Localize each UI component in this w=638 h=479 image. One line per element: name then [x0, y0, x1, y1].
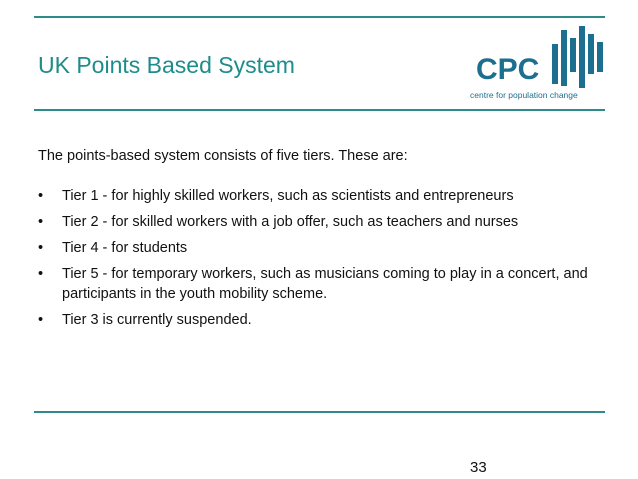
list-item-text: Tier 5 - for temporary workers, such as musicians coming to play in a concert, and participants in the youth mobility scheme. — [62, 266, 588, 302]
tier-list — [38, 186, 598, 330]
list-item-text: Tier 4 - for students — [62, 240, 188, 256]
list-item-text: Tier 3 is currently suspended. — [62, 312, 252, 328]
footer-rule — [34, 411, 605, 413]
list-item — [38, 212, 598, 232]
header-rule — [34, 109, 605, 111]
list-item-text: Tier 1 - for highly skilled workers, such as scientists and entrepreneurs — [62, 188, 514, 204]
page-number: 33 — [470, 459, 487, 476]
slide-title: UK Points Based System — [38, 52, 295, 78]
bullet-icon: • — [38, 214, 44, 230]
bullet-icon: • — [38, 266, 44, 282]
bullet-icon: • — [38, 312, 44, 328]
logo-abbreviation: CPC — [476, 53, 540, 86]
list-item — [38, 310, 598, 330]
list-item — [38, 264, 598, 304]
bullet-icon: • — [38, 188, 44, 204]
list-item — [38, 186, 598, 206]
intro-text: The points-based system consists of five tiers. These are: — [38, 148, 408, 164]
bullet-icon: • — [38, 240, 44, 256]
cpc-logo — [470, 24, 602, 104]
list-item — [38, 238, 598, 258]
slide-body — [38, 146, 598, 336]
list-item-text: Tier 2 - for skilled workers with a job offer, such as teachers and nurses — [62, 214, 519, 230]
logo-tagline: centre for population change — [470, 90, 578, 100]
bar-graph-logo-icon — [550, 24, 604, 90]
top-rule — [34, 16, 605, 18]
